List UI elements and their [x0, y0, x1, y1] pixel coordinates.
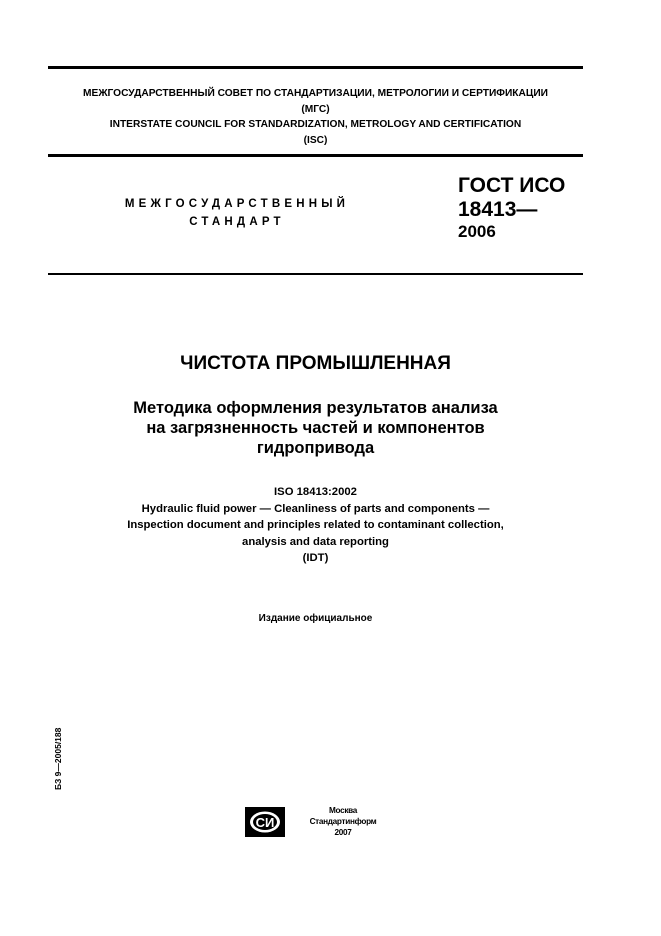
- edition-label: Издание официальное: [258, 613, 373, 624]
- page-subtitle: [48, 398, 583, 458]
- iso-title-line1: Hydraulic fluid power — Cleanliness of parts and components —: [141, 502, 490, 515]
- top-divider: [48, 66, 583, 69]
- publisher-imprint: [298, 805, 388, 838]
- header-divider: [48, 154, 583, 157]
- standard-code-line1: ГОСТ ИСО: [458, 174, 566, 197]
- publisher-city: Москва: [328, 806, 358, 815]
- council-name-en: INTERSTATE COUNCIL FOR STANDARDIZATION, METROLOGY AND CERTIFICATION: [109, 119, 522, 130]
- iso-number: ISO 18413:2002: [274, 486, 357, 498]
- standard-code-line2: 18413—: [458, 198, 538, 221]
- side-note: БЗ 9—2005/188: [53, 727, 63, 790]
- logo-text: СИ: [255, 815, 275, 830]
- council-name-ru: МЕЖГОСУДАРСТВЕННЫЙ СОВЕТ ПО СТАНДАРТИЗАЦИИ, МЕТРОЛОГИИ И СЕРТИФИКАЦИИ: [83, 88, 548, 99]
- iso-idt: (IDT): [302, 552, 329, 564]
- page-title: ЧИСТОТА ПРОМЫШЛЕННАЯ: [180, 353, 451, 374]
- subtitle-line2: на загрязненность частей и компонентов: [146, 419, 485, 437]
- standartinform-logo-icon: [245, 807, 285, 837]
- iso-title-line2: Inspection document and principles related to contaminant collection,: [127, 519, 504, 531]
- council-abbr-en: (ISC): [303, 134, 328, 146]
- standard-kind-line1: МЕЖГОСУДАРСТВЕННЫЙ: [124, 198, 350, 210]
- publisher-year: 2007: [334, 828, 352, 837]
- council-header: [48, 86, 583, 148]
- iso-reference: [48, 484, 583, 567]
- subtitle-line1: Методика оформления результатов анализа: [133, 399, 498, 417]
- iso-title-line3: analysis and data reporting: [242, 535, 389, 548]
- standard-kind-line2: СТАНДАРТ: [189, 215, 285, 228]
- standard-code-year: 2006: [458, 222, 496, 241]
- publisher-name: Стандартинформ: [309, 817, 377, 826]
- code-divider: [48, 273, 583, 275]
- standard-kind: [92, 196, 382, 231]
- standard-code: [458, 174, 565, 242]
- council-abbr-ru: (МГС): [301, 103, 330, 115]
- subtitle-line3: гидропривода: [256, 439, 375, 457]
